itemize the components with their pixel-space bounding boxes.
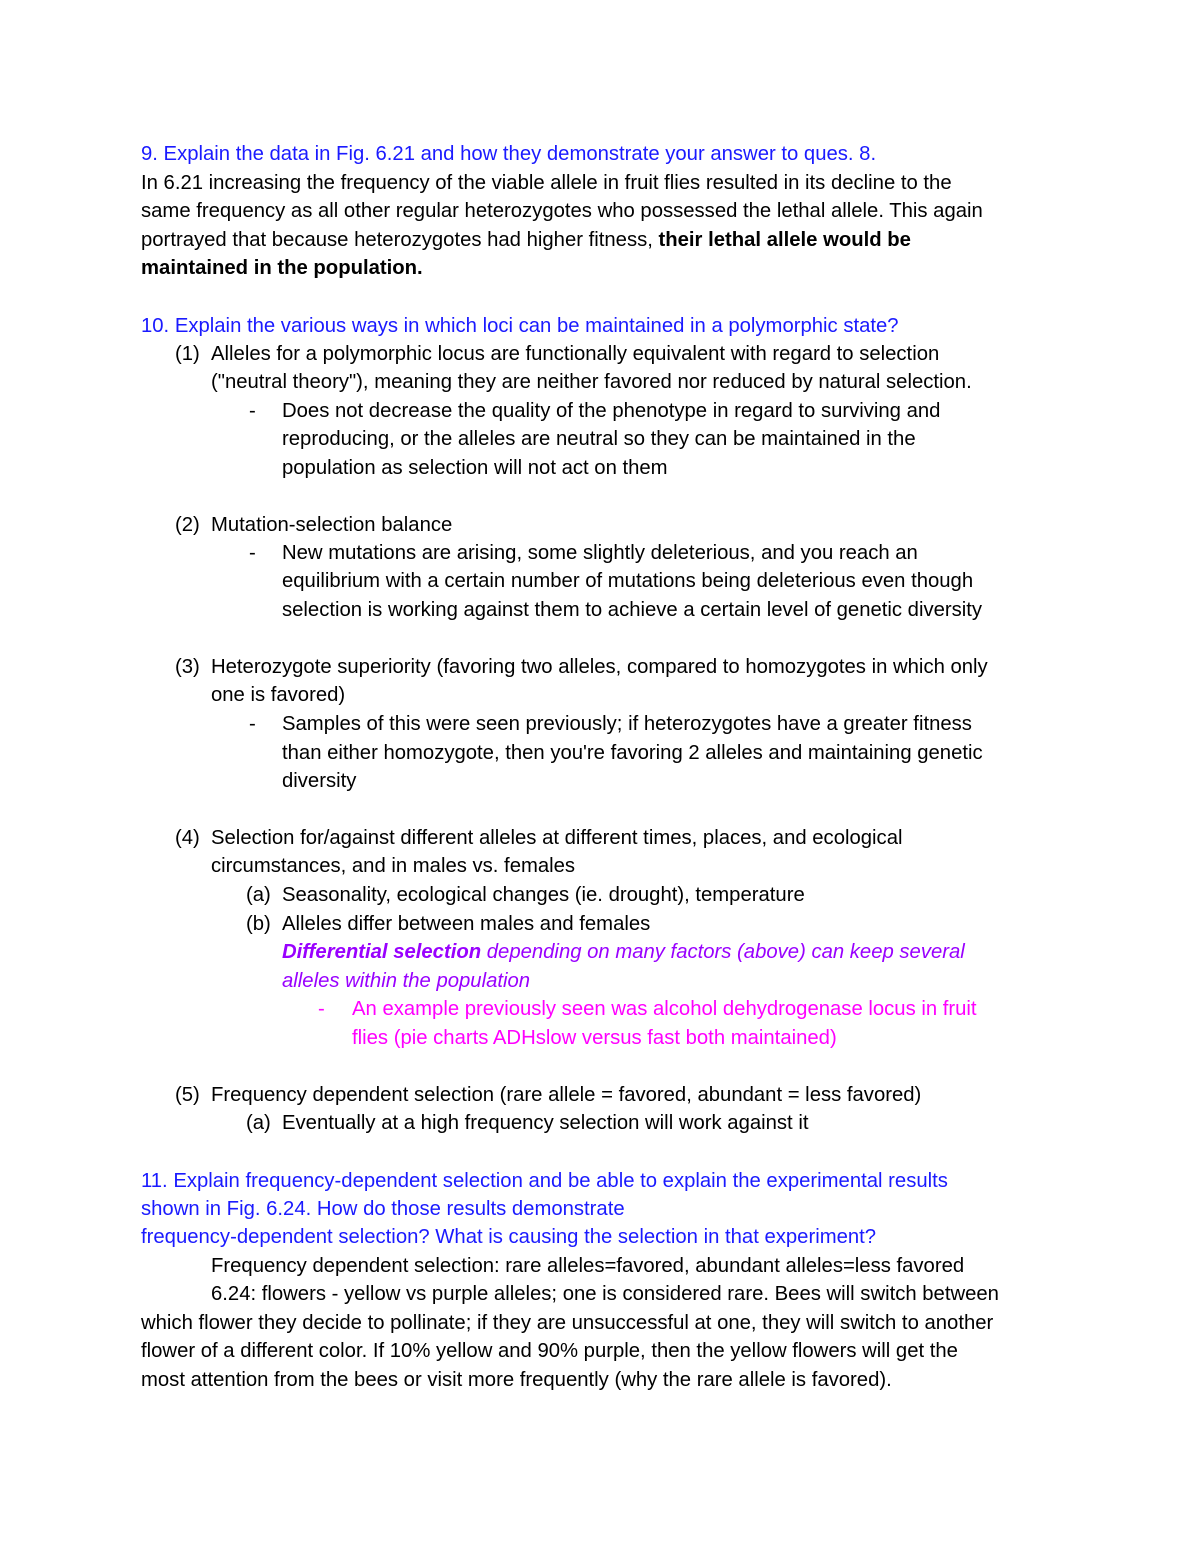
q10-item-text: Mutation-selection balance bbox=[211, 514, 453, 536]
q10-item-text: Heterozygote superiority (favoring two alleles, compared to homozygotes in which only bbox=[211, 656, 988, 678]
q10-subpoint: diversity bbox=[282, 770, 357, 792]
q11-title: frequency-dependent selection? What is causing the selection in that experiment? bbox=[141, 1226, 877, 1248]
q10-subpoint: reproducing, or the alleles are neutral so they can be maintained in the bbox=[282, 428, 916, 450]
q10-item-text: Alleles for a polymorphic locus are functionally equivalent with regard to selection bbox=[211, 343, 940, 365]
differential-selection-term: Differential selection bbox=[282, 941, 482, 963]
q10-item-number: (1) bbox=[175, 343, 200, 365]
q10-subpoint: Alleles differ between males and females bbox=[282, 913, 651, 935]
q9-title: 9. Explain the data in Fig. 6.21 and how they demonstrate your answer to ques. 8. bbox=[141, 143, 877, 165]
example-note: An example previously seen was alcohol dehydrogenase locus in fruit bbox=[352, 998, 977, 1020]
q10-subpoint: population as selection will not act on them bbox=[282, 457, 668, 479]
q9-answer-text: portrayed that because heterozygotes had higher fitness, bbox=[141, 229, 659, 251]
q9-answer-bold: their lethal allele would be bbox=[658, 229, 911, 251]
differential-selection-text: depending on many factors (above) can keep several bbox=[481, 941, 965, 963]
q11-answer-line: which flower they decide to pollinate; if they are unsuccessful at one, they will switch to another bbox=[141, 1312, 994, 1334]
q10-subpoint: Eventually at a high frequency selection will work against it bbox=[282, 1112, 809, 1134]
q11-answer-line: flower of a different color. If 10% yellow and 90% purple, then the yellow flowers will get the bbox=[141, 1340, 958, 1362]
q9-answer-line bbox=[141, 226, 911, 254]
bullet-dash: - bbox=[249, 400, 256, 422]
q10-subpoint: New mutations are arising, some slightly deleterious, and you reach an bbox=[282, 542, 918, 564]
q11-title: 11. Explain frequency-dependent selection and be able to explain the experimental results bbox=[141, 1170, 948, 1192]
q10-subitem-letter: (a) bbox=[246, 1112, 271, 1134]
q10-subpoint: Seasonality, ecological changes (ie. drought), temperature bbox=[282, 884, 805, 906]
example-note: flies (pie charts ADHslow versus fast both maintained) bbox=[352, 1027, 837, 1049]
differential-selection-note bbox=[282, 938, 965, 966]
q10-subitem-letter: (a) bbox=[246, 884, 271, 906]
q10-subpoint: equilibrium with a certain number of mutations being deleterious even though bbox=[282, 570, 974, 592]
differential-selection-note: alleles within the population bbox=[282, 970, 531, 992]
q11-title: shown in Fig. 6.24. How do those results demonstrate bbox=[141, 1198, 625, 1220]
q10-item-text: ("neutral theory"), meaning they are neither favored nor reduced by natural selection. bbox=[211, 371, 972, 393]
q9-answer-line: same frequency as all other regular heterozygotes who possessed the lethal allele. This again bbox=[141, 200, 983, 222]
q10-subpoint: selection is working against them to achieve a certain level of genetic diversity bbox=[282, 599, 983, 621]
q11-answer-line: Frequency dependent selection: rare alleles=favored, abundant alleles=less favored bbox=[211, 1255, 965, 1277]
q10-subitem-letter: (b) bbox=[246, 913, 271, 935]
q10-item-number: (3) bbox=[175, 656, 200, 678]
bullet-dash: - bbox=[249, 542, 256, 564]
q10-item-text: Frequency dependent selection (rare allele = favored, abundant = less favored) bbox=[211, 1084, 922, 1106]
q10-item-number: (2) bbox=[175, 514, 200, 536]
q11-answer-line: most attention from the bees or visit more frequently (why the rare allele is favored). bbox=[141, 1369, 892, 1391]
bullet-dash: - bbox=[249, 713, 256, 735]
bullet-dash: - bbox=[318, 998, 325, 1020]
q10-title: 10. Explain the various ways in which loci can be maintained in a polymorphic state? bbox=[141, 315, 899, 337]
q10-item-text: Selection for/against different alleles at different times, places, and ecological bbox=[211, 827, 903, 849]
q10-item-text: one is favored) bbox=[211, 684, 346, 706]
q10-item-text: circumstances, and in males vs. females bbox=[211, 855, 576, 877]
q9-answer-line: In 6.21 increasing the frequency of the viable allele in fruit flies resulted in its decline to the bbox=[141, 172, 952, 194]
q10-item-number: (5) bbox=[175, 1084, 200, 1106]
q10-subpoint: than either homozygote, then you're favoring 2 alleles and maintaining genetic bbox=[282, 742, 983, 764]
q10-subpoint: Does not decrease the quality of the phenotype in regard to surviving and bbox=[282, 400, 941, 422]
q10-item-number: (4) bbox=[175, 827, 200, 849]
q11-answer-line: 6.24: flowers - yellow vs purple alleles; one is considered rare. Bees will switch between bbox=[211, 1283, 999, 1305]
q10-subpoint: Samples of this were seen previously; if heterozygotes have a greater fitness bbox=[282, 713, 972, 735]
q9-answer-bold-line: maintained in the population. bbox=[141, 257, 423, 279]
